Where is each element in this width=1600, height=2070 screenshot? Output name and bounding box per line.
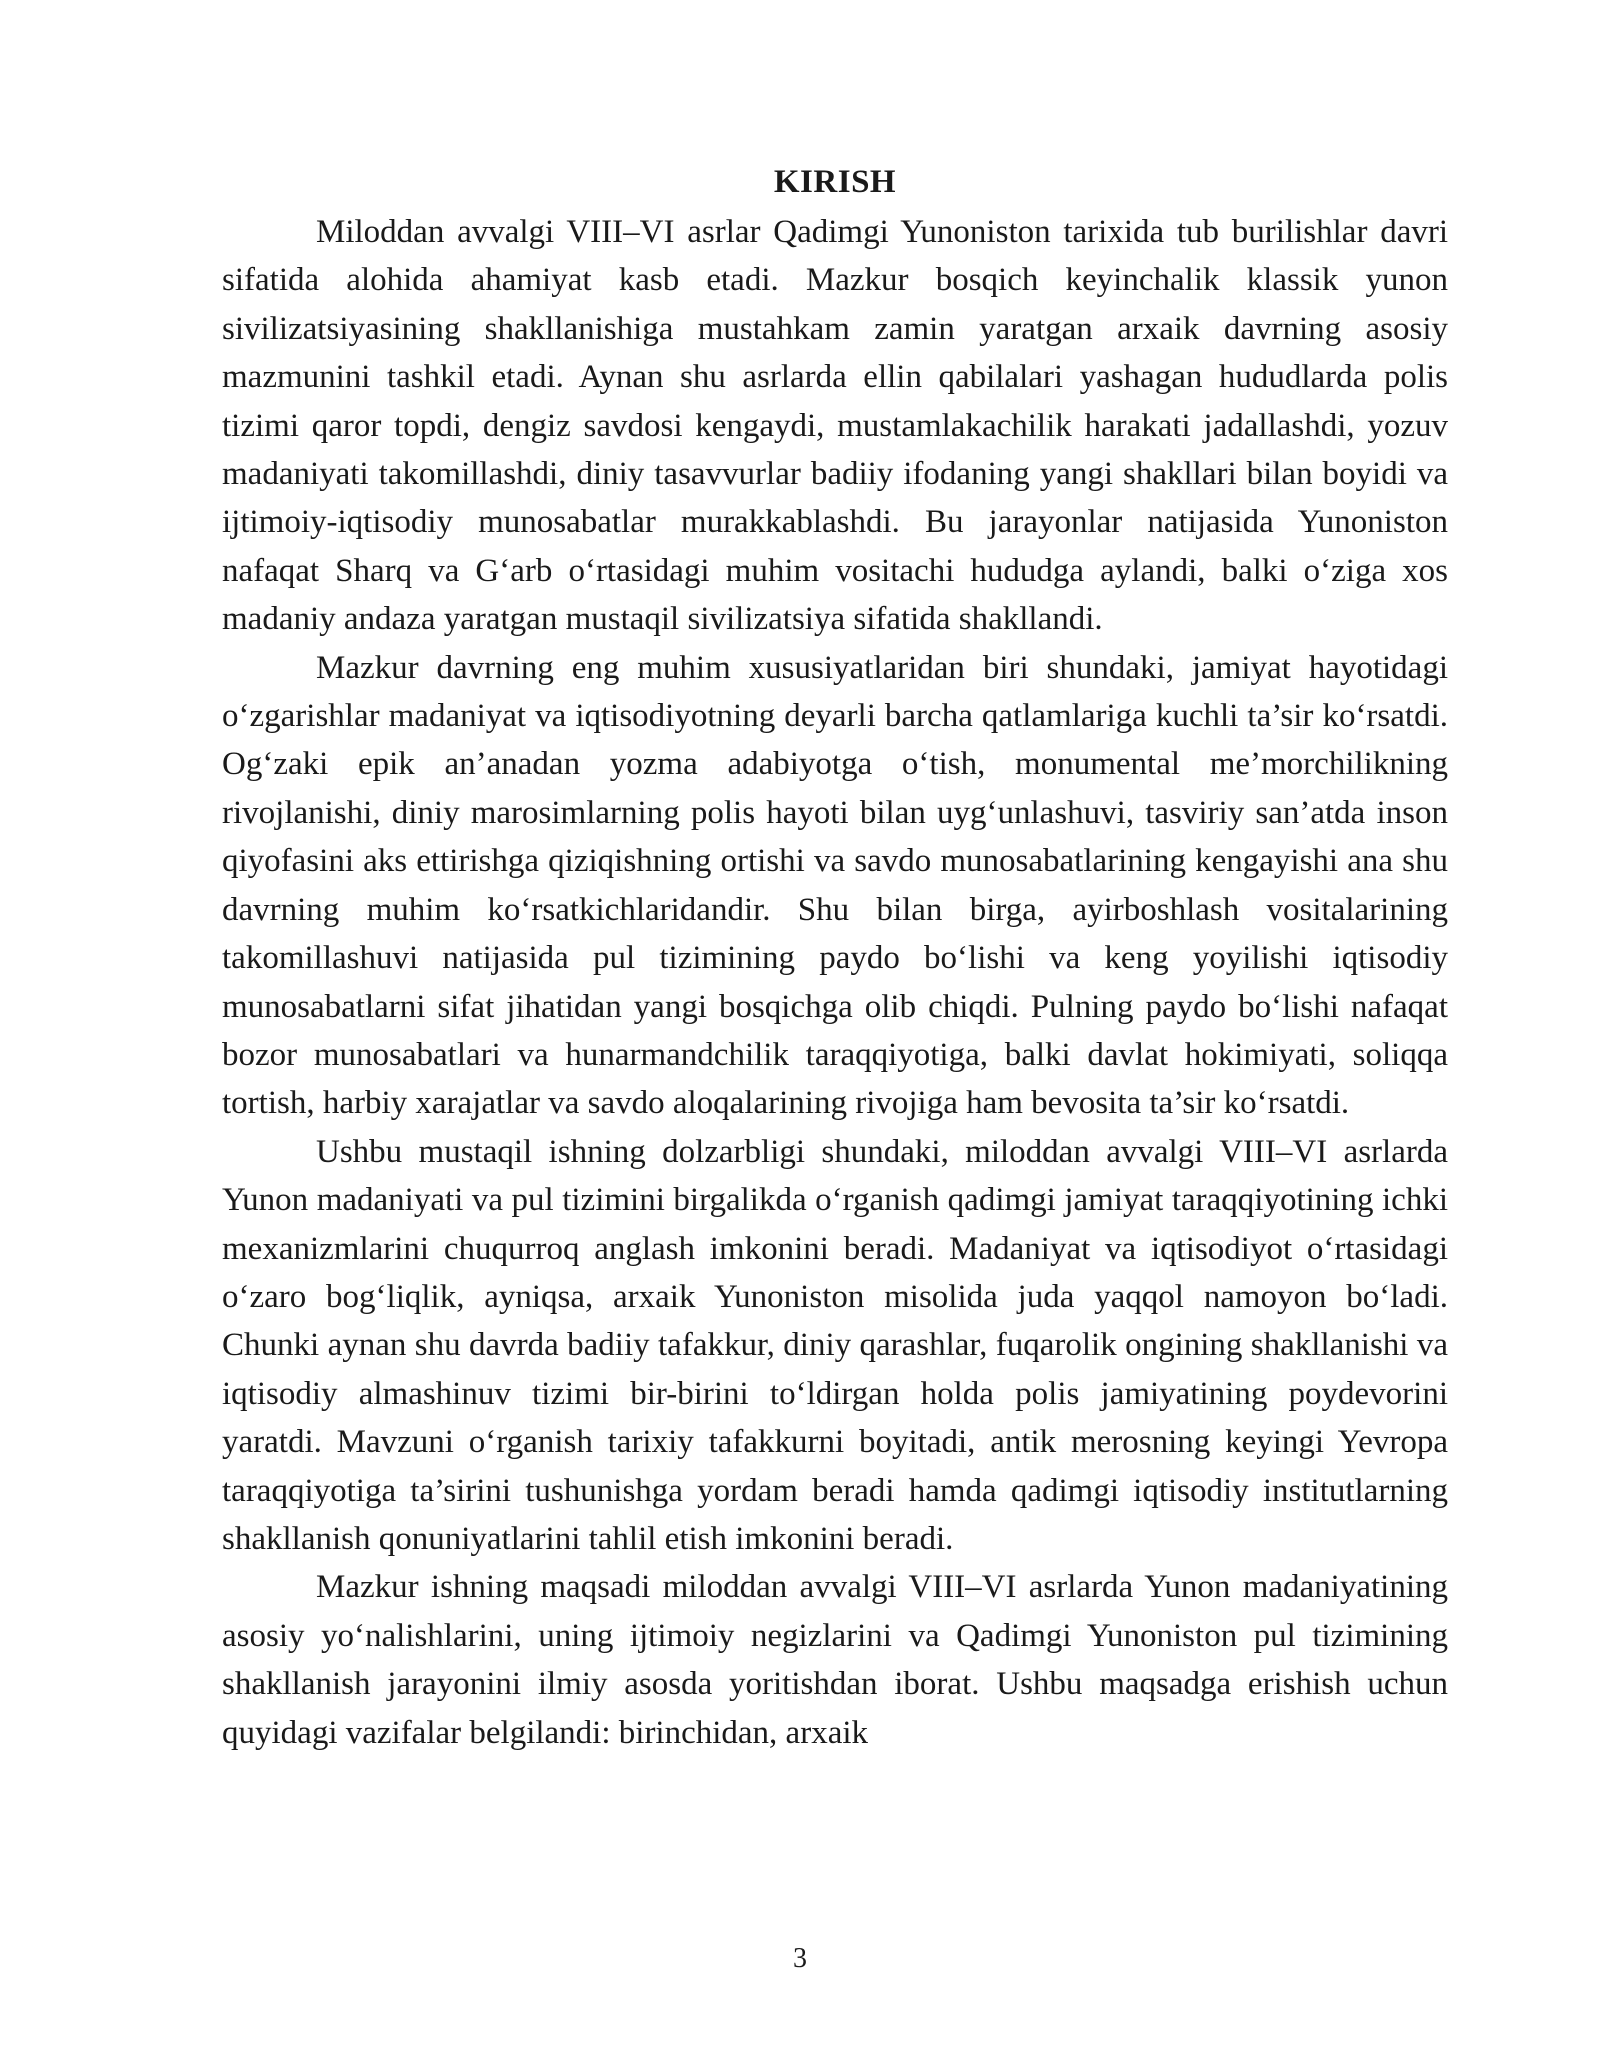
paragraph-4: Mazkur ishning maqsadi miloddan avvalgi VIII–VI asrlarda Yunon madaniyatining asosiy yo‘nalishlarini, uning ijtimoiy negizlarini va Qadimgi Yunoniston pul tizimining shakllanish jarayonini ilmiy asosda yoritishdan iborat. Ushbu maqsadga erishish uchun quyidagi vazifalar belgilandi: birinchidan, arxaik — [222, 1569, 1448, 1751]
paragraph-1: Miloddan avvalgi VIII–VI asrlar Qadimgi Yunoniston tarixida tub burilishlar davri sifatida alohida ahamiyat kasb etadi. Mazkur bosqich keyinchalik klassik yunon sivilizatsiyasining shakllanishiga mustahkam zamin yaratgan arxaik davrning asosiy mazmunini tashkil etadi. Aynan shu asrlarda ellin qabilalari yashagan hududlarda polis tizimi qaror topdi, dengiz savdosi kengaydi, mustamlakachilik harakati jadallashdi, yozuv madaniyati takomillashdi, diniy tasavvurlar badiiy ifodaning yangi shakllari bilan boyidi va ijtimoiy-iqtisodiy munosabatlar murakkablashdi. Bu jarayonlar natijasida Yunoniston nafaqat Sharq va G‘arb o‘rtasidagi muhim vositachi hududga aylandi, balki o‘ziga xos madaniy andaza yaratgan mustaqil sivilizatsiya sifatida shakllandi. — [222, 214, 1448, 638]
page-content — [222, 162, 1448, 1757]
section-title: KIRISH — [773, 164, 897, 200]
page-number: 3 — [793, 1943, 807, 1974]
paragraph-2: Mazkur davrning eng muhim xususiyatlaridan biri shundaki, jamiyat hayotidagi o‘zgarishlar madaniyat va iqtisodiyotning deyarli barcha qatlamlariga kuchli ta’sir ko‘rsatdi. Og‘zaki epik an’anadan yozma adabiyotga o‘tish, monumental me’morchilikning rivojlanishi, diniy marosimlarning polis hayoti bilan uyg‘unlashuvi, tasviriy san’atda inson qiyofasini aks ettirishga qiziqishning ortishi va savdo munosabatlarining kengayishi ana shu davrning muhim ko‘rsatkichlaridandir. Shu bilan birga, ayirboshlash vositalarining takomillashuvi natijasida pul tizimining paydo bo‘lishi va keng yoyilishi iqtisodiy munosabatlarni sifat jihatidan yangi bosqichga olib chiqdi. Pulning paydo bo‘lishi nafaqat bozor munosabatlari va hunarmandchilik taraqqiyotiga, balki davlat hokimiyati, soliqqa tortish, harbiy xarajatlar va savdo aloqalarining rivojiga ham bevosita ta’sir ko‘rsatdi. — [222, 649, 1448, 1122]
paragraph-3: Ushbu mustaqil ishning dolzarbligi shundaki, miloddan avvalgi VIII–VI asrlarda Yunon madaniyati va pul tizimini birgalikda o‘rganish qadimgi jamiyat taraqqiyotining ichki mexanizmlarini chuqurroq anglash imkonini beradi. Madaniyat va iqtisodiyot o‘rtasidagi o‘zaro bog‘liqlik, ayniqsa, arxaik Yunoniston misolida juda yaqqol namoyon bo‘ladi. Chunki aynan shu davrda badiiy tafakkur, diniy qarashlar, fuqarolik ongining shakllanishi va iqtisodiy almashinuv tizimi bir-birini to‘ldirgan holda polis jamiyatining poydevorini yaratdi. Mavzuni o‘rganish tarixiy tafakkurni boyitadi, antik merosning keyingi Yevropa taraqqiyotiga ta’sirini tushunishga yordam beradi hamda qadimgi iqtisodiy institutlarning shakllanish qonuniyatlarini tahlil etish imkonini beradi. — [222, 1133, 1448, 1557]
